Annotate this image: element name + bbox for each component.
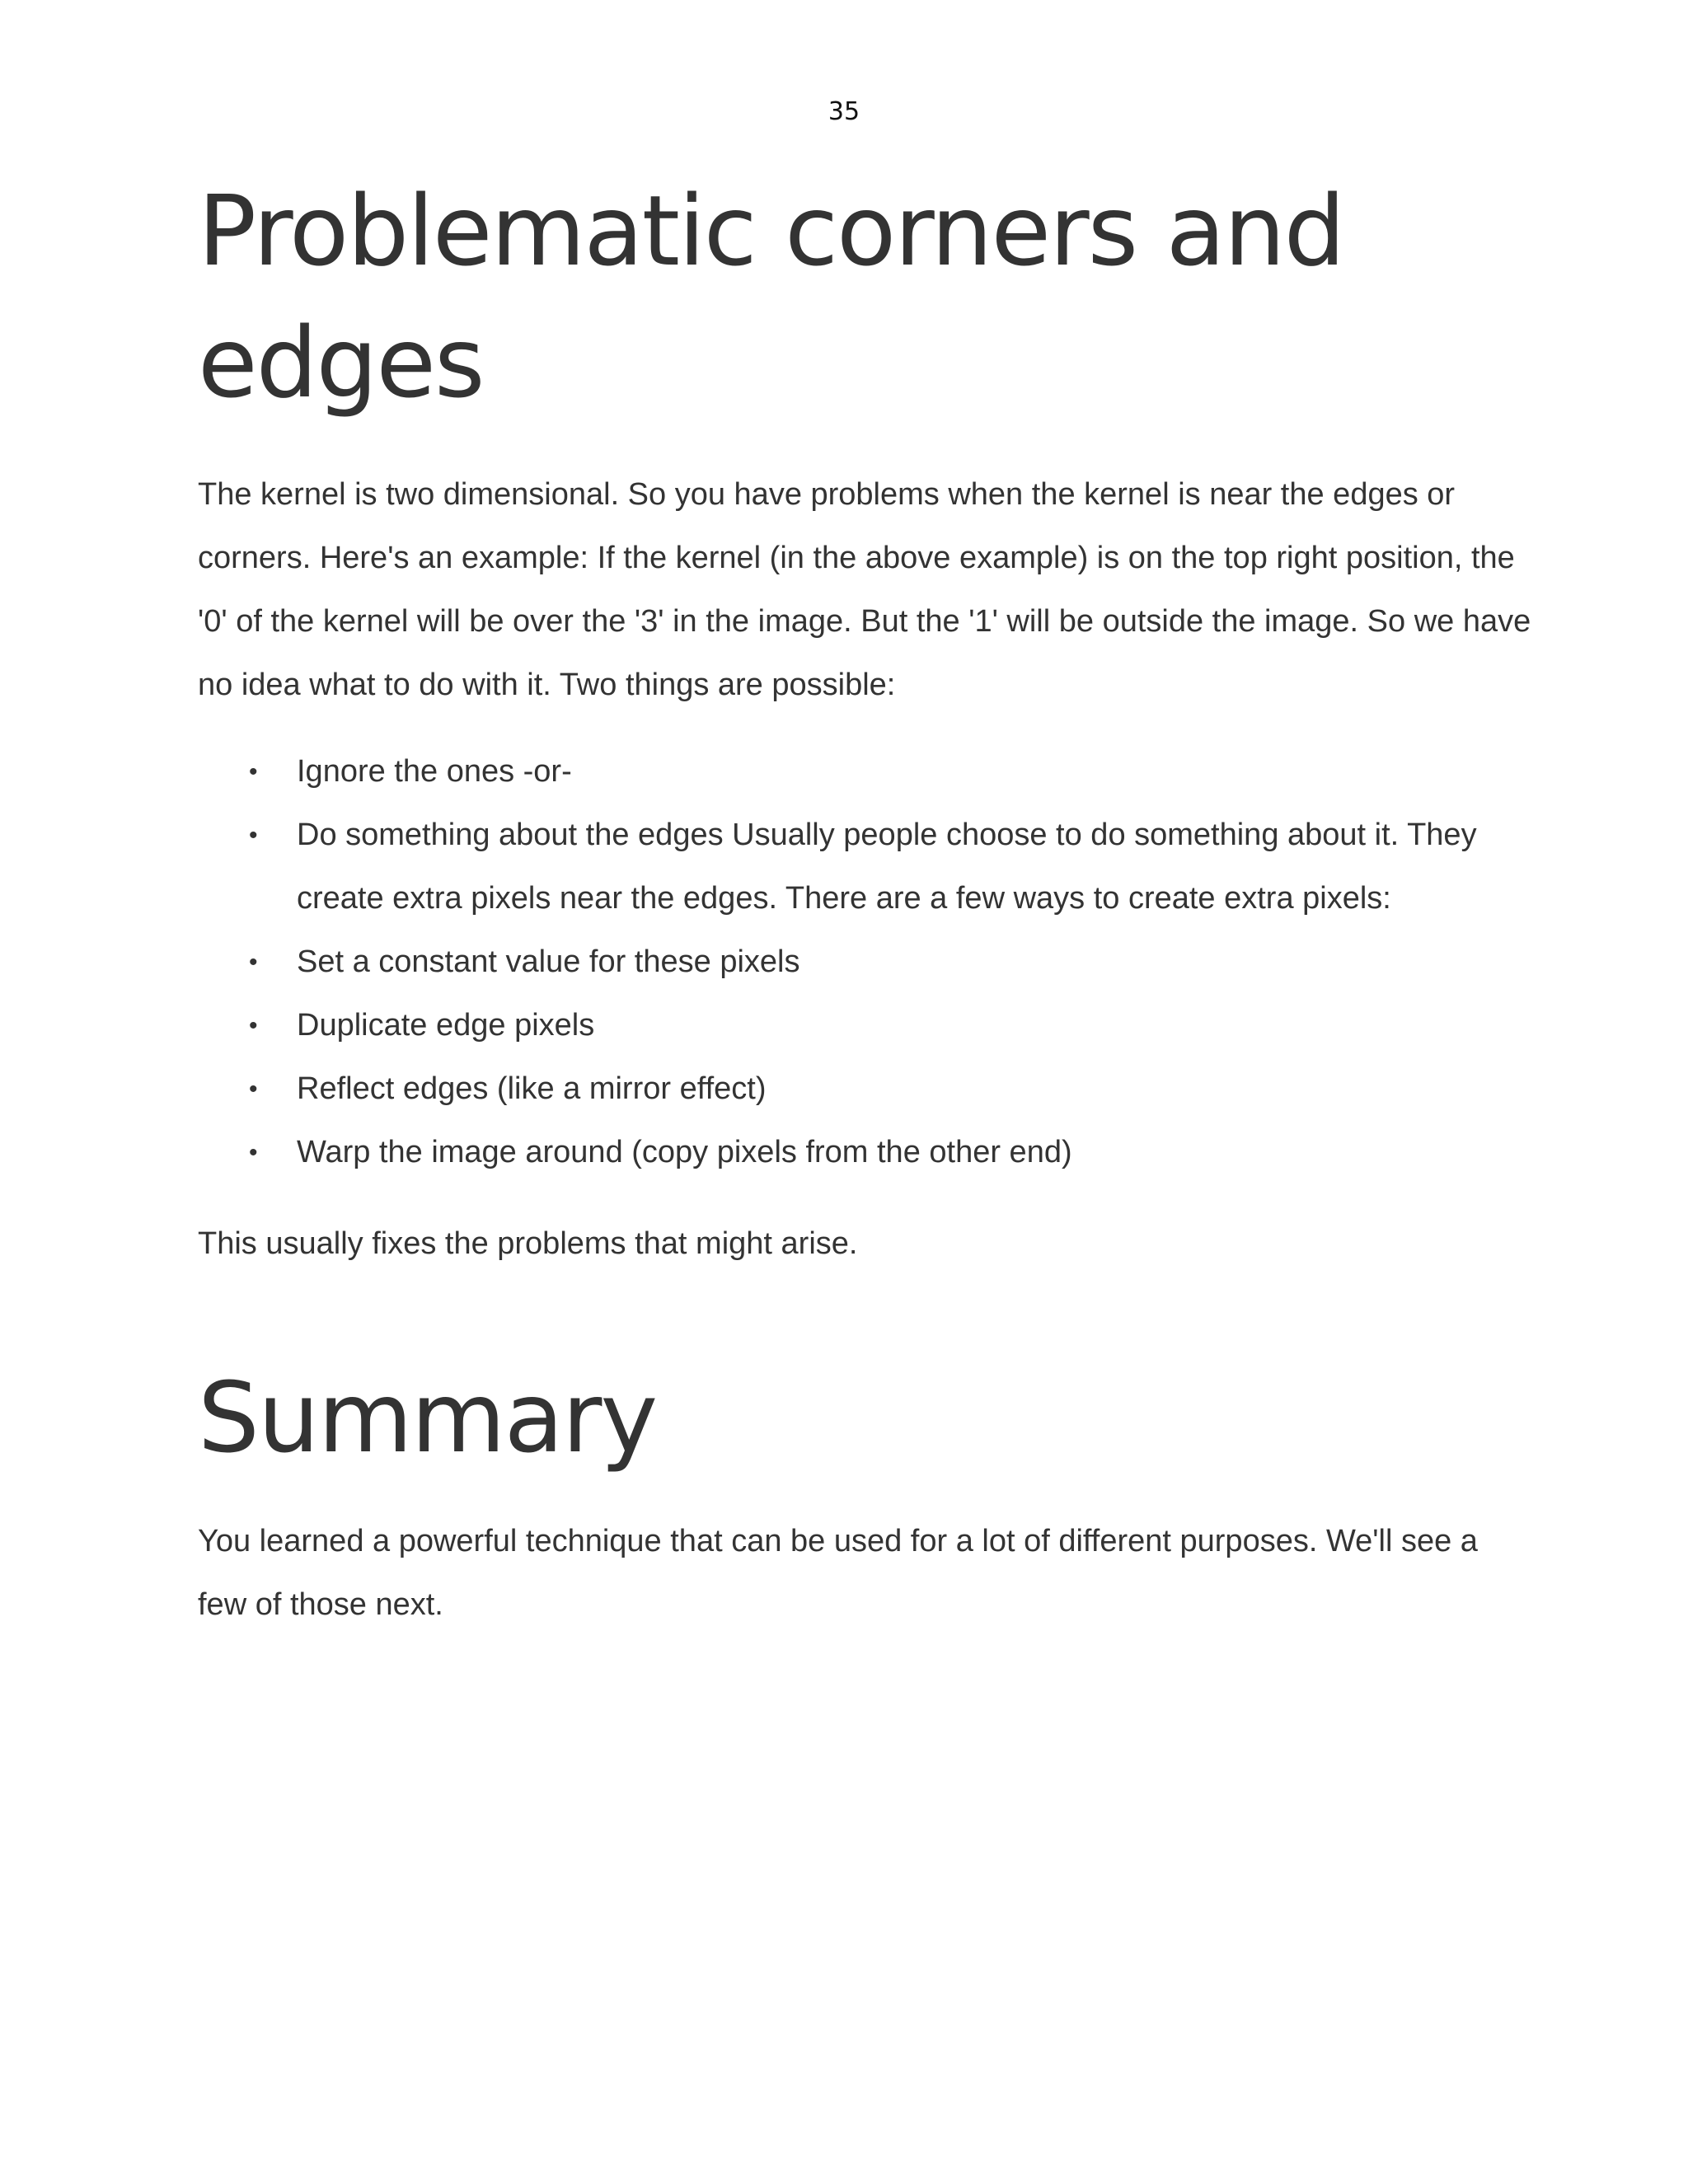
list-item-text: Ignore the ones -or- [297, 754, 572, 789]
list-item-text: Duplicate edge pixels [297, 1008, 595, 1043]
list-item-text: Do something about the edges Usually people choose to do something about it. They create extra pixels near the edges. There are a few ways to create extra pixels: [297, 818, 1477, 916]
closing-paragraph: This usually fixes the problems that might arise. [198, 1226, 858, 1261]
page-content [198, 165, 1533, 1637]
list-item-text: Reflect edges (like a mirror effect) [297, 1071, 767, 1106]
list-item [198, 804, 1533, 930]
page-number: 35 [828, 97, 860, 126]
summary-paragraph: You learned a powerful technique that can be used for a lot of different purposes. We'll see a few of those next. [198, 1524, 1478, 1622]
options-list [198, 740, 1533, 1184]
bullet-icon: • [249, 1012, 258, 1039]
list-item [198, 740, 1533, 804]
list-item [198, 1121, 1533, 1184]
list-item [198, 994, 1533, 1057]
list-item [198, 930, 1533, 994]
list-item-text: Set a constant value for these pixels [297, 944, 800, 979]
section-heading-summary: Summary [198, 1361, 657, 1474]
intro-paragraph: The kernel is two dimensional. So you have problems when the kernel is near the edges or corners. Here's an example: If the kernel (in the above example) is on the top right position, the '0' of the kernel will be over the '3' in the image. But the '1' will be outside the image. So we have no idea what to do with it. Two things are possible: [198, 477, 1531, 702]
section-heading-corners-edges: Problematic corners and edges [198, 174, 1344, 419]
bullet-icon: • [249, 758, 258, 785]
bullet-icon: • [249, 949, 258, 976]
bullet-icon: • [249, 822, 258, 849]
bullet-icon: • [249, 1139, 258, 1166]
list-item [198, 1057, 1533, 1121]
list-item-text: Warp the image around (copy pixels from the other end) [297, 1135, 1072, 1169]
bullet-icon: • [249, 1076, 258, 1103]
